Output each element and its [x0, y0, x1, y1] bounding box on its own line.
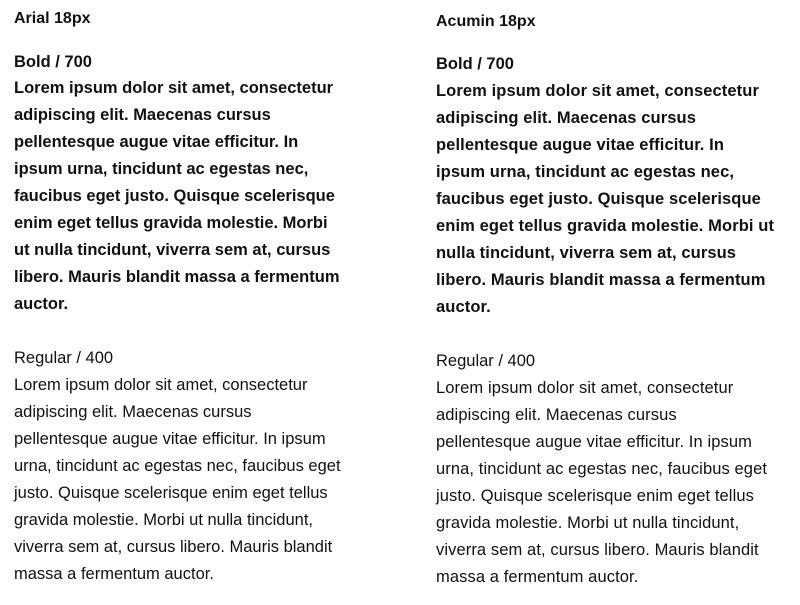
paragraph-line: pellentesque augue vitae efficitur. In: [14, 133, 299, 151]
bold-paragraph: [14, 78, 340, 321]
paragraph-line: ipsum urna, tincidunt ac egestas nec,: [14, 160, 309, 178]
paragraph-line: ut nulla tincidunt, viverra sem at, cursus: [14, 241, 331, 259]
paragraph-line: Lorem ipsum dolor sit amet, consectetur: [14, 376, 308, 394]
paragraph-line: urna, tincidunt ac egestas nec, faucibus eget: [436, 460, 768, 478]
paragraph-line: adipiscing elit. Maecenas cursus: [436, 109, 696, 127]
paragraph-line: faucibus eget justo. Quisque scelerisque: [14, 187, 335, 205]
paragraph-line: pellentesque augue vitae efficitur. In ipsum: [14, 430, 326, 448]
regular-paragraph: [14, 375, 341, 591]
regular-label: Regular / 400: [436, 352, 536, 370]
paragraph-line: Lorem ipsum dolor sit amet, consectetur: [436, 379, 734, 397]
paragraph-line: pellentesque augue vitae efficitur. In: [436, 136, 725, 154]
paragraph-line: pellentesque augue vitae efficitur. In ipsum: [436, 433, 752, 451]
paragraph-line: Lorem ipsum dolor sit amet, consectetur: [436, 82, 759, 100]
paragraph-line: Lorem ipsum dolor sit amet, consectetur: [14, 79, 334, 97]
paragraph-line: libero. Mauris blandit massa a fermentum: [14, 268, 340, 286]
column-title: Acumin 18px: [436, 13, 536, 30]
regular-paragraph: [436, 378, 767, 594]
paragraph-line: enim eget tellus gravida molestie. Morbi: [14, 214, 328, 232]
paragraph-line: nulla tincidunt, viverra sem at, cursus: [436, 244, 737, 262]
paragraph-line: adipiscing elit. Maecenas cursus: [14, 106, 271, 124]
bold-label: Bold / 700: [14, 53, 92, 71]
paragraph-line: gravida molestie. Morbi ut nulla tincidunt,: [436, 514, 740, 532]
paragraph-line: libero. Mauris blandit massa a fermentum: [436, 271, 766, 289]
column-title: Arial 18px: [14, 10, 91, 27]
paragraph-line: auctor.: [14, 295, 69, 313]
bold-label: Bold / 700: [436, 55, 514, 73]
paragraph-line: urna, tincidunt ac egestas nec, faucibus eget: [14, 457, 341, 475]
paragraph-line: viverra sem at, cursus libero. Mauris blandit: [436, 541, 759, 559]
paragraph-line: massa a fermentum auctor.: [14, 565, 214, 583]
paragraph-line: adipiscing elit. Maecenas cursus: [14, 403, 252, 421]
paragraph-line: faucibus eget justo. Quisque scelerisque: [436, 190, 761, 208]
bold-paragraph: [436, 81, 774, 324]
regular-label: Regular / 400: [14, 349, 114, 367]
paragraph-line: justo. Quisque scelerisque enim eget tellus: [436, 487, 754, 505]
paragraph-line: enim eget tellus gravida molestie. Morbi ut: [436, 217, 775, 235]
paragraph-line: justo. Quisque scelerisque enim eget tellus: [14, 484, 328, 502]
paragraph-line: viverra sem at, cursus libero. Mauris blandit: [14, 538, 333, 556]
paragraph-line: ipsum urna, tincidunt ac egestas nec,: [436, 163, 735, 181]
paragraph-line: gravida molestie. Morbi ut nulla tincidunt,: [14, 511, 313, 529]
paragraph-line: adipiscing elit. Maecenas cursus: [436, 406, 677, 424]
paragraph-line: auctor.: [436, 298, 491, 316]
paragraph-line: massa a fermentum auctor.: [436, 568, 639, 586]
